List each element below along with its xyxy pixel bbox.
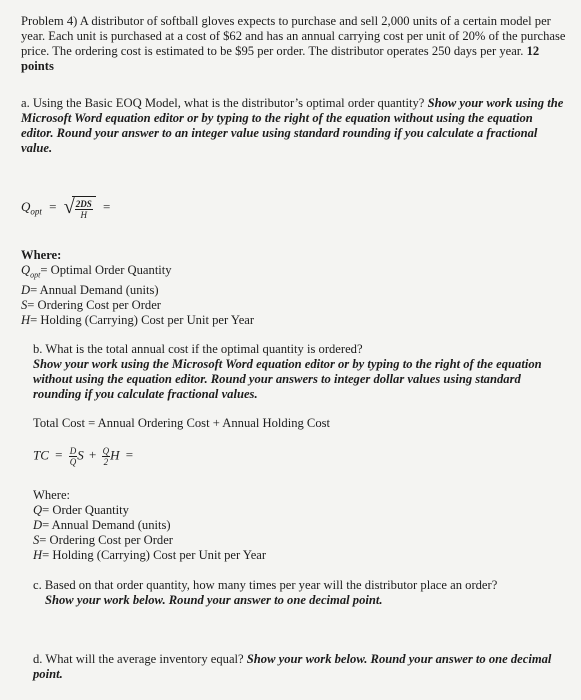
tc-formula: [33, 446, 133, 467]
eoq-numerator: 2DS: [75, 199, 92, 209]
part-d-instruction: Show your work below. Round your answer to one decimal point.: [33, 652, 552, 681]
part-d-question: [33, 652, 563, 682]
formula-eq-2: =: [103, 198, 111, 214]
part-c-text: c. Based on that order quantity, how many times per year will the distributor place an order?: [33, 578, 498, 592]
part-a-text: a. Using the Basic EOQ Model, what is the distributor’s optimal order quantity?: [21, 96, 425, 110]
where-label-b: Where:: [33, 488, 71, 502]
part-a-where: [21, 248, 566, 328]
tc-lhs: TC: [33, 447, 49, 463]
part-b-where: [33, 488, 563, 563]
where-a-item-h: H= Holding (Carrying) Cost per Unit per Year: [21, 312, 255, 327]
tc-fraction-1: $\frac{D}{Q}$: [69, 446, 77, 467]
problem-intro: Problem 4) A distributor of softball gloves expects to purchase and sell 2,000 units of a certain model per year. Each unit is purchased at a cost of $62 and has an annual carrying cost per unit of 20% of the purchase price. The ordering cost is estimated to be $95 per order. The distributor operates 250 days per year.: [21, 14, 566, 58]
eoq-denominator: H: [80, 210, 87, 220]
part-d-text: d. What will the average inventory equal?: [33, 652, 244, 666]
part-b-text: b. What is the total annual cost if the optimal quantity is ordered?: [33, 342, 363, 356]
problem-points: 12 points: [21, 44, 540, 73]
where-b-item-q: Q= Order Quantity: [33, 503, 129, 517]
where-a-item-d: D= Annual Demand (units): [21, 282, 159, 297]
tc-eq-1: =: [55, 447, 63, 463]
where-b-item-h: H= Holding (Carrying) Cost per Unit per Year: [33, 548, 267, 562]
part-b-question: [33, 342, 563, 402]
formula-q: Q: [21, 198, 31, 214]
where-a-item-s: S= Ordering Cost per Order: [21, 297, 162, 312]
total-cost-line: [33, 416, 563, 431]
eoq-formula: [21, 196, 110, 220]
tc-fraction-2: $\frac{Q}{2}$: [102, 446, 110, 467]
radical-icon: √: [63, 196, 75, 218]
part-c-question: [33, 578, 563, 608]
part-b-instruction: Show your work using the Microsoft Word equation editor or by typing to the right of the equation without using the equation editor. Round your answers to integer dollar values using standard rounding if you calculate fractional values.: [33, 357, 542, 401]
eoq-fraction: [75, 199, 93, 220]
total-cost-text: Total Cost = Annual Ordering Cost + Annual Holding Cost: [33, 416, 331, 430]
part-a-question: [21, 96, 566, 156]
tc-plus: +: [89, 447, 97, 463]
formula-eq-1: =: [49, 198, 57, 214]
tc-term-s: S: [77, 447, 84, 463]
tc-eq-2: =: [125, 447, 134, 463]
where-b-item-d: D= Annual Demand (units): [33, 518, 171, 532]
formula-q-sub: opt: [30, 206, 42, 217]
square-root: [64, 196, 96, 220]
where-label-a: Where:: [21, 248, 62, 262]
problem-statement: [21, 14, 566, 74]
tc-term-h: H: [110, 447, 120, 463]
part-a-instruction: Show your work using the Microsoft Word equation editor or by typing to the right of the equation without using the equation editor. Round your answer to an integer value using standard rounding if you calculate a fractional value.: [21, 96, 564, 155]
part-c-instruction: Show your work below. Round your answer to one decimal point.: [45, 593, 383, 607]
where-a-item-q: $Q_{opt}=$ Optimal Order Quantity: [21, 263, 172, 280]
where-b-item-s: S= Ordering Cost per Order: [33, 533, 174, 547]
